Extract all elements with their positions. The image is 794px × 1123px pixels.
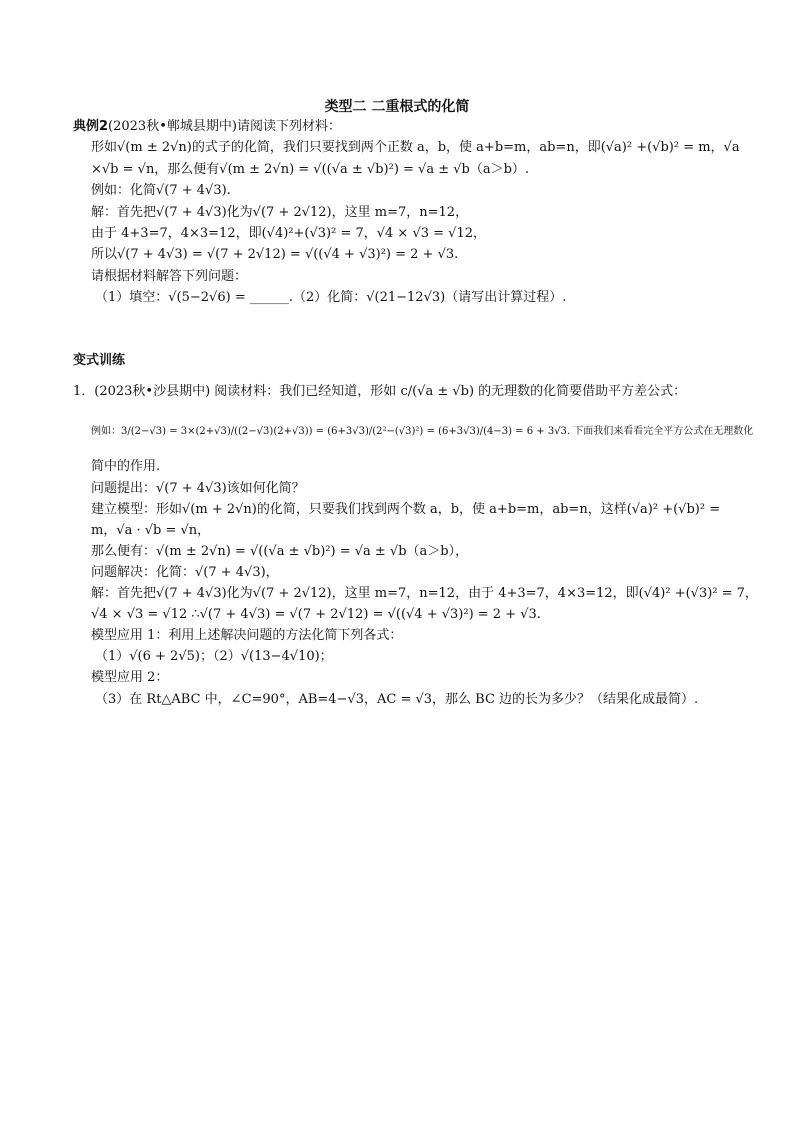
section-title: 类型二 二重根式的化简 <box>324 99 470 115</box>
exercise-line: 模型应用 1：利用上述解决问题的方法化简下列各式： <box>91 628 403 643</box>
exercise-line: 解：首先把√(7 + 4√3)化为√(7 + 2√12)，这里 m=7，n=12，由于 4+3=7，4×3=12，即(√4)² +(√3)² = 7， <box>91 586 758 601</box>
example-source: (2023秋•郸城县期中)请阅读下列材料： <box>108 119 341 134</box>
exercise-line: √4 × √3 = √12 ∴√(7 + 4√3) = √(7 + 2√12) = √((√4 + √3)²) = 2 + √3. <box>91 607 541 622</box>
example-line: 所以√(7 + 4√3) = √(7 + 2√12) = √((√4 + √3)²) = 2 + √3. <box>91 247 459 262</box>
exercise-line: (2023秋•沙县期中) 阅读材料：我们已经知道，形如 c/(√a ± √b) 的无理数的化简要借助平方差公式： <box>94 384 687 399</box>
exercise-heading <box>73 383 686 401</box>
exercise-line: 问题解决：化简：√(7 + 4√3)， <box>91 565 279 580</box>
example-line: 形如√(m ± 2√n)的式子的化简，我们只要找到两个正数 a，b，使 a+b=m，ab=n，即(√a)² +(√b)² = m，√a <box>91 140 740 155</box>
example-line: 由于 4+3=7，4×3=12，即(√4)²+(√3)² = 7，√4 × √3 = √12， <box>91 226 486 241</box>
exercise-line: m，√a · √b = √n， <box>91 523 211 538</box>
exercise-line: 建立模型：形如√(m + 2√n)的化简，只要我们找到两个数 a，b，使 a+b=m，ab=n，这样(√a)² +(√b)² = <box>91 502 721 517</box>
exercise-line: 那么便有：√(m ± 2√n) = √((√a ± √b)²) = √a ± √b（a＞b）， <box>91 544 469 559</box>
example-label: 典例2 <box>73 119 109 134</box>
exercise-question: （1）√(6 + 2√5)；（2）√(13−4√10)； <box>95 649 333 664</box>
example-line: 解：首先把√(7 + 4√3)化为√(7 + 2√12)，这里 m=7，n=12， <box>91 205 469 220</box>
exercise-number: 1． <box>73 384 95 399</box>
example-line: ×√b = √n，那么便有√(m ± 2√n) = √((√a ± √b)²) = √a ± √b（a＞b）. <box>91 162 530 177</box>
example-question: （1）填空：√(5−2√6) = ______.（2）化简：√(21−12√3)（请写出计算过程）. <box>95 290 567 305</box>
exercise-line: 问题提出：√(7 + 4√3)该如何化简？ <box>91 481 305 496</box>
section-label: 变式训练 <box>73 353 126 368</box>
exercise-question: （3）在 Rt△ABC 中，∠C=90°，AB=4−√3，AC = √3，那么 BC 边的长为多少？（结果化成最简）. <box>95 692 699 707</box>
exercise-line: 例如：3/(2−√3) = 3×(2+√3)/((2−√3)(2+√3)) = (6+3√3)/(2²−(√3)²) = (6+3√3)/(4−3) = 6 + 3√3. 下面我们来看看完全平方公式在无理数化 <box>91 426 754 437</box>
example-line: 请根据材料解答下列问题： <box>91 269 248 284</box>
example-line: 例如：化简√(7 + 4√3). <box>91 183 231 198</box>
example-heading <box>73 118 341 136</box>
exercise-line: 简中的作用. <box>91 459 161 474</box>
exercise-line: 模型应用 2： <box>91 670 169 685</box>
